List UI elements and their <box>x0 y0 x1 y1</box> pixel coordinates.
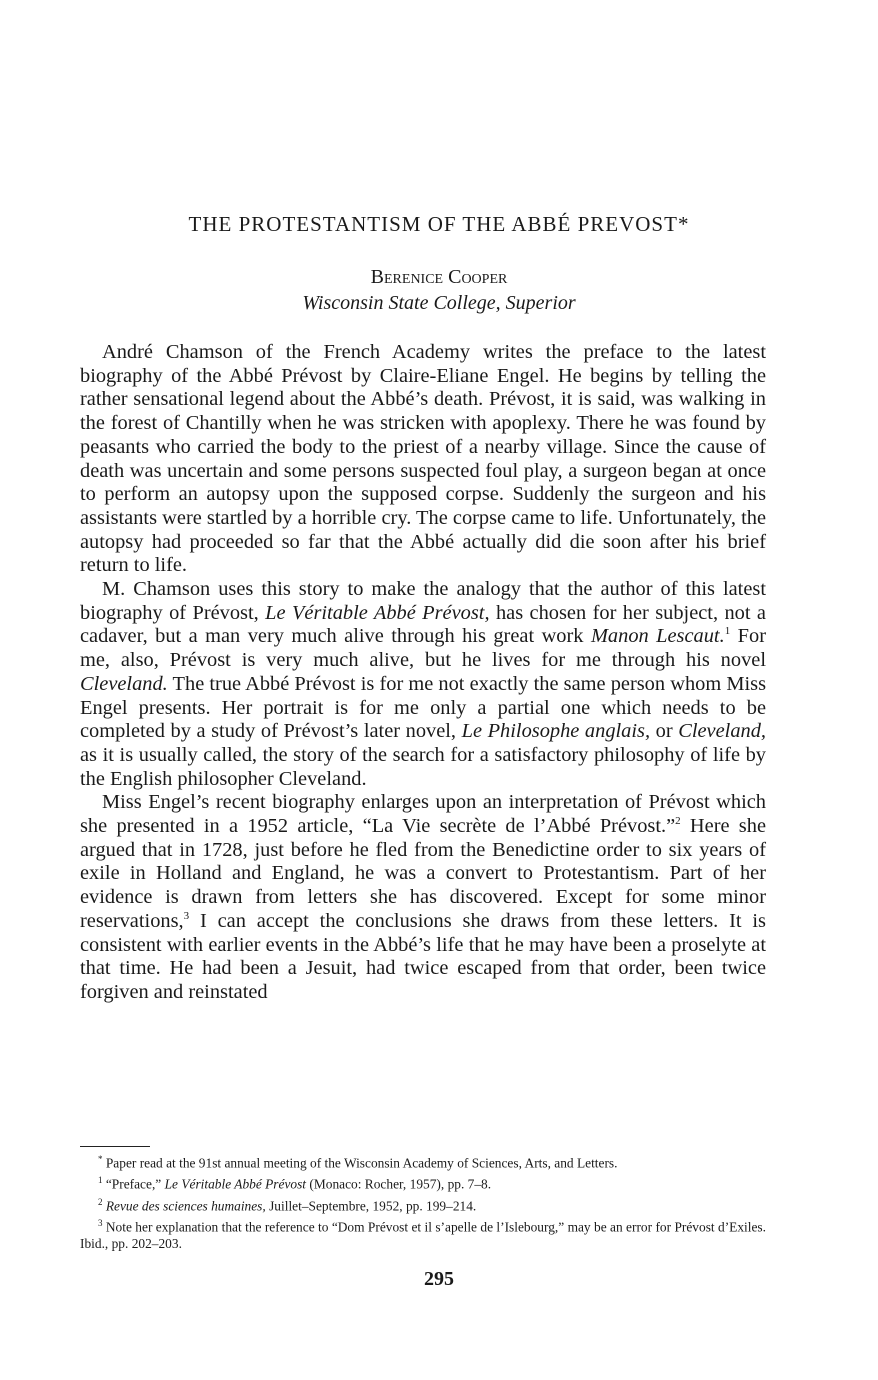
footnote-2-journal: Revue des sciences humaines, <box>105 1198 266 1214</box>
book-title-cleveland: Cleveland. <box>80 672 168 695</box>
book-title-manon-lescaut: Manon Lescaut. <box>590 625 725 648</box>
p3-text-b: Here she argued that in 1728, just before he fled from the Benedictine order to six years of exile in Holland and England, he was a convert to Protestantism. Part of her evidence is drawn from letters she has discovered. Except for some minor reservations, <box>80 815 766 932</box>
footnote-star-text: Paper read at the 91st annual meeting of the Wisconsin Academy of Sciences, Arts, and Letters. <box>105 1155 618 1171</box>
p2-text-a: M. Chamson uses this story to make the analogy that the author of this latest biography of Prévost, <box>80 578 766 624</box>
p3-text-a: Miss Engel’s recent biography enlarges upon an interpretation of Prévost which she presented in a 1952 article, “La Vie secrète de l’Abbé Prévost.” <box>80 791 766 838</box>
footnote-ref-2: 2 <box>675 815 681 828</box>
book-title-cleveland-2: Cleveland, <box>678 720 766 743</box>
footnote-2 <box>80 1194 766 1214</box>
footnote-1 <box>80 1172 766 1192</box>
book-title-le-veritable: Le Véritable Abbé Prévost, <box>265 601 490 624</box>
footnote-3 <box>80 1215 766 1251</box>
footnote-star-mark: * <box>98 1154 103 1164</box>
book-title-philosophe-anglais: Le Philosophe anglais, <box>461 720 651 743</box>
footnote-ref-3: 3 <box>183 910 190 923</box>
author-affiliation: Wisconsin State College, Superior <box>302 292 576 314</box>
p2-text-e: For me, also, Prévost is very much alive, but he lives for me through his novel <box>80 625 766 672</box>
p2-text-c: has chosen for her subject, not a cadaver, but a man very much alive through his great work <box>80 601 766 648</box>
footnote-1-text-a: “Preface,” <box>105 1176 165 1192</box>
footnote-ref-1: 1 <box>724 625 731 638</box>
footnote-3-text: Note her explanation that the reference to “Dom Prévost et il s’apelle de l’Islebourg,” may be an error for Prévost d’Exiles. Ibid., pp. 202–203. <box>80 1219 766 1251</box>
article-title: THE PROTESTANTISM OF THE ABBÉ PREVOST* <box>188 212 690 236</box>
footnotes <box>80 1151 766 1253</box>
paragraph-3 <box>80 791 766 1004</box>
footnote-1-mark: 1 <box>98 1175 103 1186</box>
footnote-1-title: Le Véritable Abbé Prévost <box>164 1176 307 1192</box>
footnote-3-mark: 3 <box>98 1218 103 1229</box>
paragraph-2 <box>80 578 766 791</box>
article-body <box>80 341 766 1005</box>
p2-text-k: as it is usually called, the story of the search for a satisfactory philosophy of life by the English philosopher Cleveland. <box>80 743 766 790</box>
p2-text-i: or <box>650 720 679 743</box>
footnote-2-text-b: Juillet–Septembre, 1952, pp. 199–214. <box>265 1198 477 1214</box>
p3-text-c: I can accept the conclusions she draws from these letters. It is consistent with earlier events in the Abbé’s life that he may have been a proselyte at that time. He had been a Jesuit, had twice escaped from that order, been twice forgiven and reinstated <box>80 909 766 1003</box>
paragraph-1: André Chamson of the French Academy writes the preface to the latest biography of the Abbé Prévost by Claire-Eliane Engel. He begins by telling the rather sensational legend about the Abbé’s death. Prévost, it is said, was walking in the forest of Chantilly when he was stricken with apoplexy. There he was found by peasants who carried the body to the priest of a nearby village. Since the cause of death was uncertain and some persons suspected foul play, a surgeon began at once to perform an autopsy upon the supposed corpse. Suddenly the surgeon and his assistants were startled by a horrible cry. The corpse came to life. Unfortunately, the autopsy had proceeded so far that the Abbé actually did die soon after his brief return to life. <box>80 341 766 577</box>
footnote-2-mark: 2 <box>98 1196 103 1207</box>
author-name: Berenice Cooper <box>370 266 508 288</box>
footnote-1-text-c: (Monaco: Rocher, 1957), pp. 7–8. <box>306 1176 492 1192</box>
footnote-rule <box>80 1146 150 1147</box>
p2-text-g: The true Abbé Prévost is for me not exactly the same person whom Miss Engel presents. Her portrait is for me only a partial one which needs to be completed by a study of Prévost’s later novel, <box>80 672 766 743</box>
footnote-star <box>80 1151 766 1171</box>
page-number: 295 <box>424 1268 454 1290</box>
